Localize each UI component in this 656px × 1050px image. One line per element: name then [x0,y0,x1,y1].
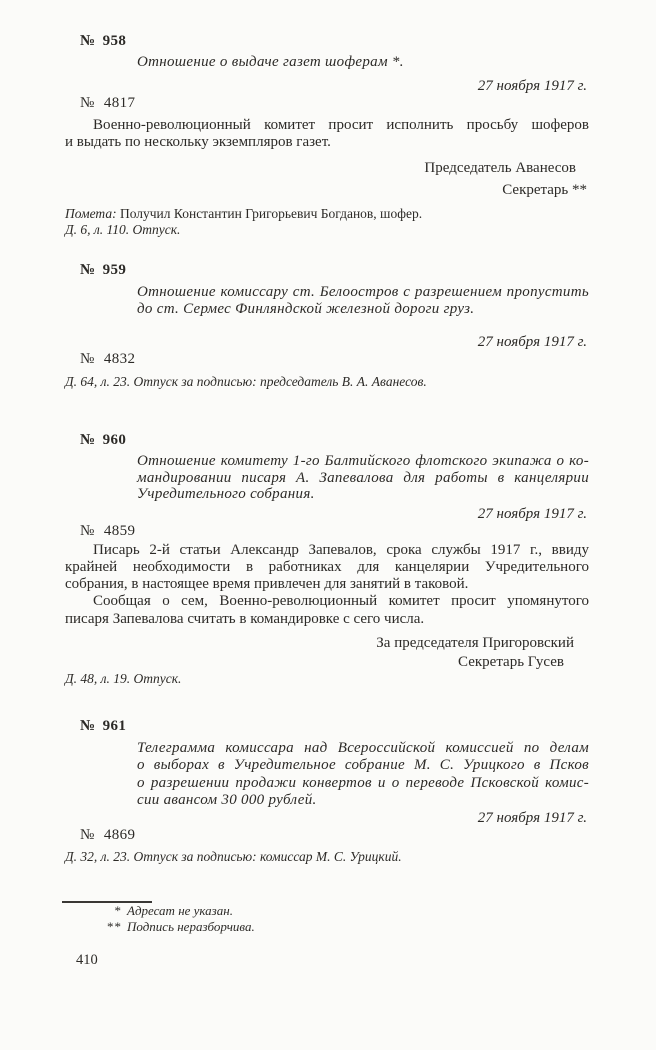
registration-number: № 4869 [80,827,136,844]
body-line: и выдать по нескольку экземпляров газет. [65,133,331,150]
archive-reference: Д. 32, л. 23. Отпуск за подписью: комиссар М. С. Урицкий. [65,849,402,865]
document-body [65,117,589,152]
title-line: до ст. Сермес Финляндской железной дороги груз. [137,300,475,317]
title-line: Отношение комитету 1-го Балтийского флотского экипажа о ко- [137,453,589,469]
note-label: Помета: [65,206,117,222]
body-line: Сообщая о сем, Военно-революционный комитет просит упомянутого [93,593,589,610]
footnote [102,903,482,919]
title-line: о выборах в Учредительное собрание М. С. Урицкого в Псков [137,757,589,774]
document-body [65,542,589,628]
registration-number: № 4832 [80,351,136,367]
footnote-text: Адресат не указан. [127,903,233,918]
title-line: мандировании писаря А. Запевалова для работы в канцелярии [137,469,589,486]
archive-reference: Д. 48, л. 19. Отпуск. [65,670,182,686]
document-number: № 961 [80,718,127,734]
registration-number: № 4859 [80,522,136,539]
document-number: № 960 [80,432,127,448]
body-line: крайней необходимости в работниках для канцелярии Учредительного [65,558,589,575]
signature-chairman: За председателя Пригоровский [376,634,574,651]
footnote-text: Подпись неразборчива. [127,919,255,934]
title-line: о разрешении продажи конвертов и о переводе Псковской комис- [137,774,589,791]
title-line: Отношение комиссару ст. Белоостров с разрешением пропустить [137,284,589,300]
document-number: № 958 [80,33,127,49]
body-line: собрания, в настоящее время привлечен для занятий в таковой. [65,576,469,593]
archive-reference: Д. 6, л. 110. Отпуск. [65,221,181,237]
document-date: 27 ноября 1917 г. [477,77,587,94]
document-961 [65,718,589,865]
body-line: Писарь 2-й статьи Александр Запевалов, срока службы 1917 г., ввиду [93,541,589,558]
title-line: Телеграмма комиссара над Всероссийской комиссией по делам [137,740,589,756]
document-959 [65,262,589,390]
footnote-marker: * [114,903,122,918]
footnote [102,919,482,935]
body-line: Военно-революционный комитет просит исполнить просьбу шоферов [93,116,589,133]
title-line: сии авансом 30 000 рублей. [137,791,317,808]
note-line [65,206,589,222]
footnote-marker: ** [107,919,122,934]
title-line: Учредительного собрания. [137,486,315,502]
document-date: 27 ноября 1917 г. [477,334,587,350]
signature-secretary: Секретарь Гусев [458,653,564,670]
document-number: № 959 [80,262,127,278]
body-line: писаря Запевалова считать в командировке с сего числа. [65,610,425,627]
footnotes-block [62,901,482,935]
document-date: 27 ноября 1917 г. [477,505,587,522]
archive-reference: Д. 64, л. 23. Отпуск за подписью: председатель В. А. Аванесов. [65,374,427,389]
title-line: Отношение о выдаче газет шоферам *. [137,54,404,70]
registration-number: № 4817 [80,94,136,111]
page-number: 410 [76,952,98,968]
document-title [137,284,589,317]
document-title [137,54,589,71]
document-date: 27 ноября 1917 г. [477,810,587,827]
document-958 [65,33,589,237]
signature-chairman: Председатель Аванесов [424,160,576,177]
document-title [137,740,589,809]
note-text: Получил Константин Григорьевич Богданов, шофер. [119,206,423,222]
document-title [137,453,589,503]
document-960 [65,432,589,686]
signature-secretary: Секретарь ** [502,182,587,199]
